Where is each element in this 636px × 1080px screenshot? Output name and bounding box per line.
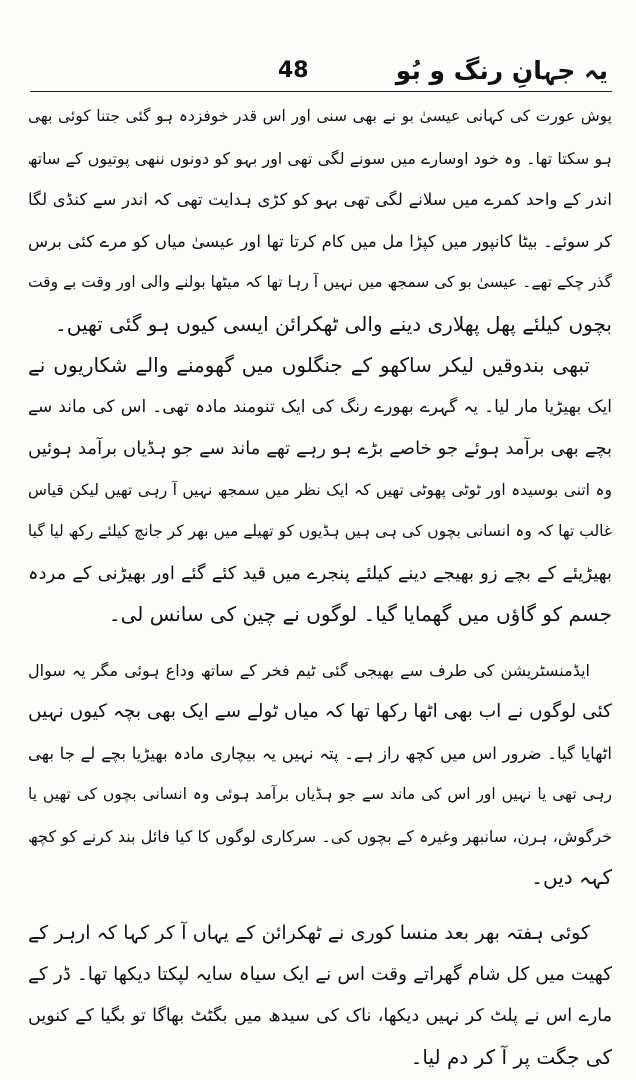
text-line: اٹھایا گیا۔ ضرور اس میں کچھ راز ہے۔ پتہ نہیں یہ بیچاری مادہ بھیڑیا بچے لے جا بھی [28,743,612,763]
page-number: 48 [278,58,309,83]
text-line: کر سوئے۔ بیٹا کانپور میں کپڑا مل میں کام کرتا تھا اور عیسیٰ میاں کو مرے کئی برس [28,231,612,251]
text-line: مارے اس نے پلٹ کر نہیں دیکھا، ناک کی سیدھ میں بگٹٹ بھاگا تو بگیا کے کنویں [28,1005,612,1026]
paragraph-gap [28,899,612,913]
text-line: رہی تھی یا نہیں اور اس کی ماند سے جو ہڈیاں برآمد ہوئی وہ انسانی بچوں کی تھیں یا [28,785,612,803]
text-line: کھیت میں کل شام گھراتے وقت اس نے ایک سیاہ سایہ لپکتا دیکھا تھا۔ ڈر کے [28,964,612,985]
text-line: خرگوش، ہرن، سانبھر وغیرہ کے بچوں کی۔ سرکاری لوگوں کا کیا فائل بند کرنے کو کچھ [28,826,612,846]
text-line: ایک بھیڑیا مار لیا۔ یہ گہرے بھورے رنگ کی ایک تنومند مادہ تھی۔ اس کی ماند سے [28,396,612,417]
text-line: کی جگت پر آ کر دم لیا۔ [410,1045,612,1069]
text-line: بھیڑیئے کے بچے زو بھیجے دینے کیلئے پنجرے میں قید کئے گئے اور بھیڑنی کے مردہ [28,562,612,584]
text-line: بچوں کیلئے پھل پھلاری دینے والی ٹھکرائن ایسی کیوں ہو گئی تھیں۔ [55,311,612,336]
text-line: جسم کو گاؤں میں گھمایا گیا۔ لوگوں نے چین کی سانس لی۔ [108,602,612,626]
page-header [30,54,608,90]
paragraph [28,96,612,345]
paragraph [28,345,612,636]
text-line: ہو سکتا تھا۔ وہ خود اوسارے میں سونے لگی تھی اور بہو کو دونوں ننھی پوتیوں کے ساتھ [28,148,612,168]
text-line: بچے بھی برآمد ہوئے جو خاصے بڑے ہو رہے تھے ماند سے جو ہڈیاں برآمد ہوئیں [28,438,612,459]
text-line: ایڈمنسٹریشن کی طرف سے بھیجی گئی ٹیم فخر کے ساتھ وداع ہوئی مگر یہ سوال [28,660,590,680]
text-line: کئی لوگوں نے اب بھی اٹھا رکھا تھا کہ میاں ٹولے سے ایک بھی بچہ کیوں نہیں [28,701,612,722]
paragraph-gap [28,636,612,650]
text-line: پوش عورت کی کہانی عیسیٰ بو نے بھی سنی اور اس قدر خوفزدہ ہو گئی جتنا کوئی بھی [28,107,612,125]
text-line: کہہ دیں۔ [531,865,612,889]
text-line: کوئی ہفتہ بھر بعد منسا کوری نے ٹھکرائن کے یہاں آ کر کہا کہ ارہر کے [28,921,590,944]
text-line: اندر کے واحد کمرے میں سلانے لگی تھی بہو کو کڑی ہدایت تھی کہ اندر سے کنڈی لگا [28,190,612,209]
paragraph [28,650,612,899]
paragraph [28,913,612,1079]
header-divider [30,91,612,92]
text-line: وہ اتنی بوسیدہ اور ٹوٹی پھوٹی تھیں کہ ایک نظر میں سمجھ نہیں آ رہی تھیں لیکن قیاس [28,480,612,499]
text-line: غالب تھا کہ وہ انسانی بچوں کی ہی ہیں ہڈیوں کو تھیلے میں بھر کر جانچ کیلئے رکھ لیا گیا [28,522,612,540]
body-text [28,96,612,1079]
text-line: تبھی بندوقیں لیکر ساکھو کے جنگلوں میں گھومنے والے شکاریوں نے [28,353,590,377]
text-line: گذر چکے تھے۔ عیسیٰ بو کی سمجھ میں نہیں آ رہا تھا کہ میٹھا بولنے والی اور وقت بے وقت [28,273,612,291]
running-title: یہ جہانِ رنگ و بُو [395,56,608,85]
